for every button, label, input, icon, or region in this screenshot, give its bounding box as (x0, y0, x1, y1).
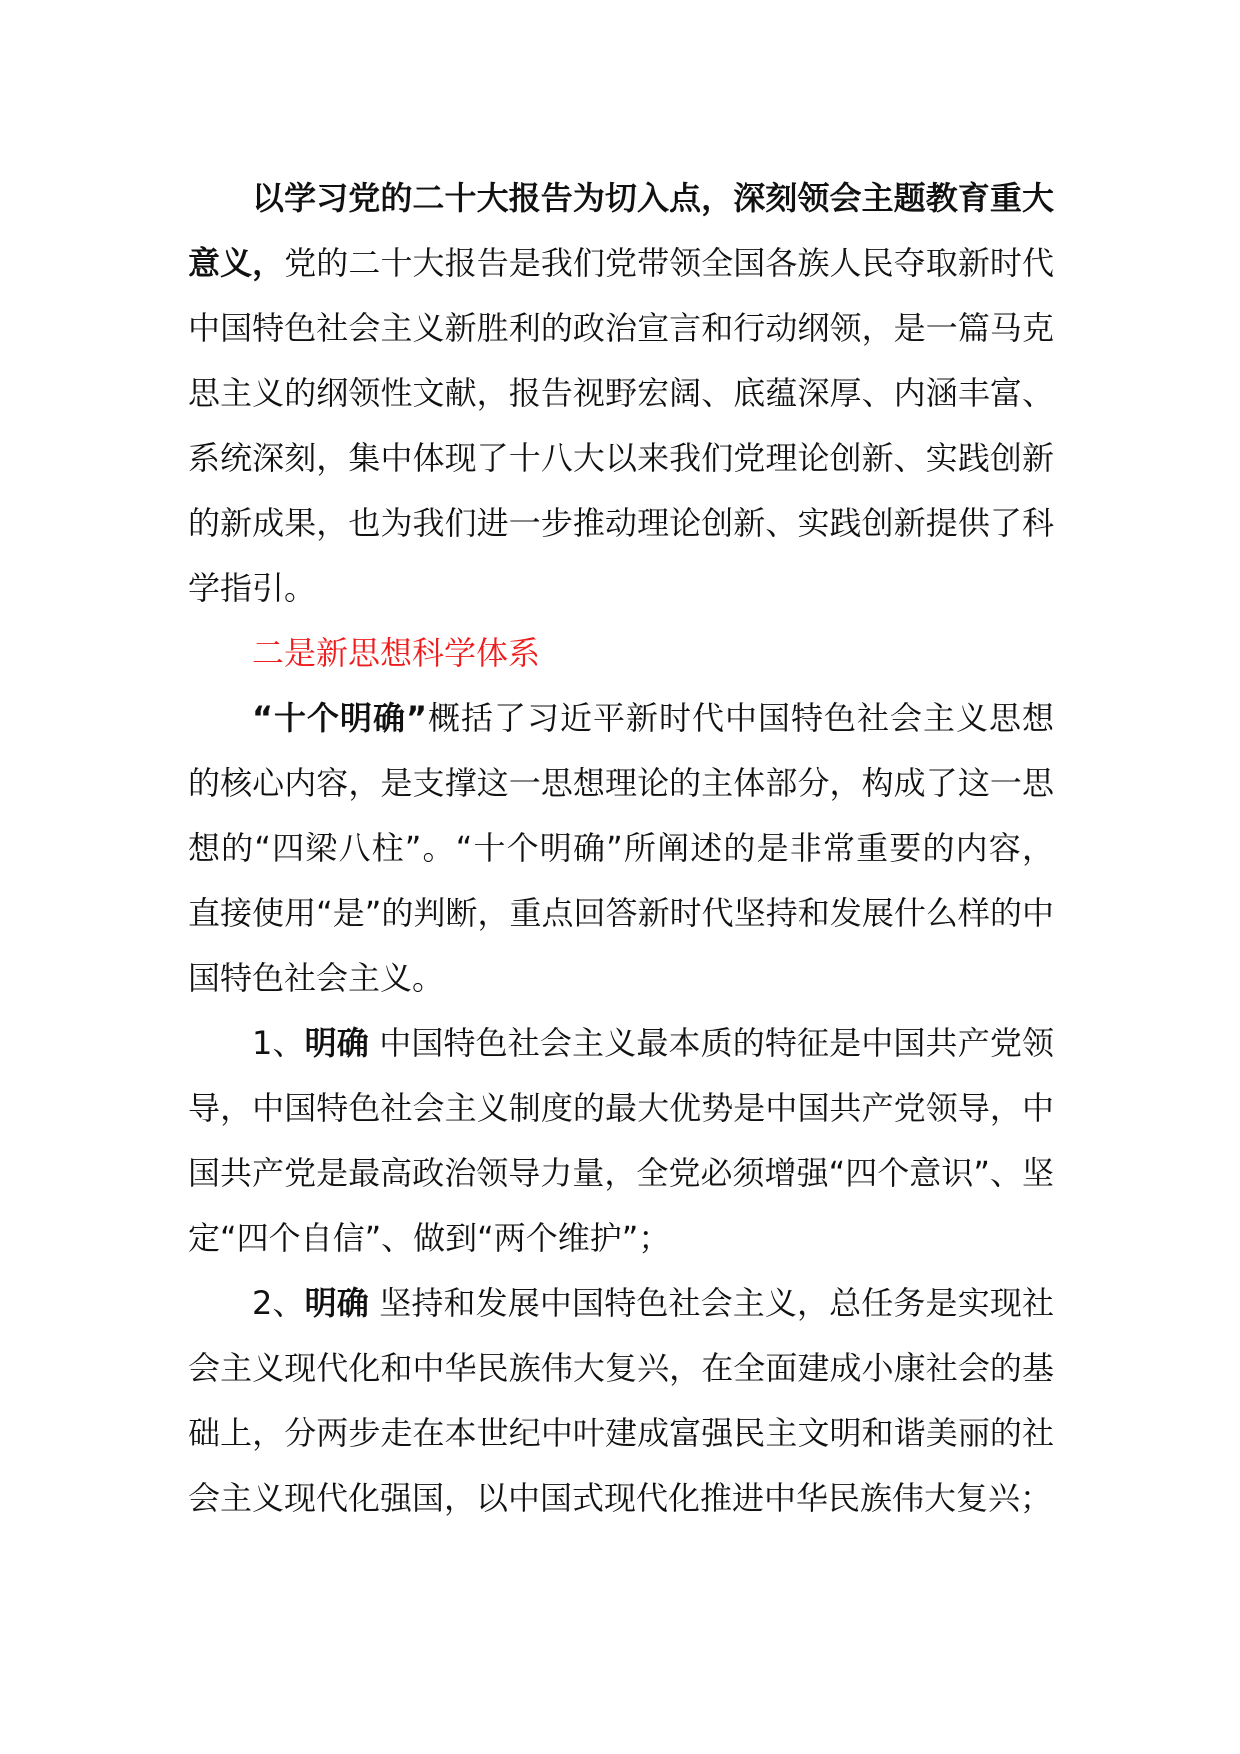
list-item-lead-bold: 明确 (304, 1024, 369, 1062)
paragraph-lead-bold: 以学习党的二十大报告为切入点，深刻领会主题教育重大意义， (188, 179, 1054, 282)
list-item-2 (188, 1271, 1054, 1531)
list-item-lead-bold: 明确 (304, 1284, 369, 1322)
paragraph-ten-clarifications (188, 686, 1054, 1011)
paragraph-intro (188, 166, 1054, 621)
list-item-text: 中国特色社会主义最本质的特征是中国共产党领导，中国特色社会主义制度的最大优势是中国共产党领导，中国共产党是最高政治领导力量，全党必须增强“四个意识”、坚定“四个自信”、做到“两个维护”； (188, 1024, 1054, 1257)
section-heading: 二是新思想科学体系 (252, 634, 541, 672)
paragraph-text: 党的二十大报告是我们党带领全国各族人民夺取新时代中国特色社会主义新胜利的政治宣言和行动纲领，是一篇马克思主义的纲领性文献，报告视野宏阔、底蕴深厚、内涵丰富、系统深刻，集中体现了十八大以来我们党理论创新、实践创新的新成果，也为我们进一步推动理论创新、实践创新提供了科学指引。 (188, 244, 1054, 607)
paragraph-lead-bold: “十个明确” (252, 699, 428, 737)
list-item-1 (188, 1011, 1054, 1271)
list-item-text: 坚持和发展中国特色社会主义，总任务是实现社会主义现代化和中华民族伟大复兴，在全面建成小康社会的基础上，分两步走在本世纪中叶建成富强民主文明和谐美丽的社会主义现代化强国，以中国式现代化推进中华民族伟大复兴； (188, 1284, 1054, 1517)
list-item-number: 2、 (252, 1284, 305, 1322)
document-body (188, 166, 1054, 1531)
paragraph-text: 概括了习近平新时代中国特色社会主义思想的核心内容，是支撑这一思想理论的主体部分，构成了这一思想的“四梁八柱”。“十个明确”所阐述的是非常重要的内容，直接使用“是”的判断，重点回答新时代坚持和发展什么样的中国特色社会主义。 (188, 699, 1054, 997)
list-item-number: 1、 (252, 1024, 305, 1062)
